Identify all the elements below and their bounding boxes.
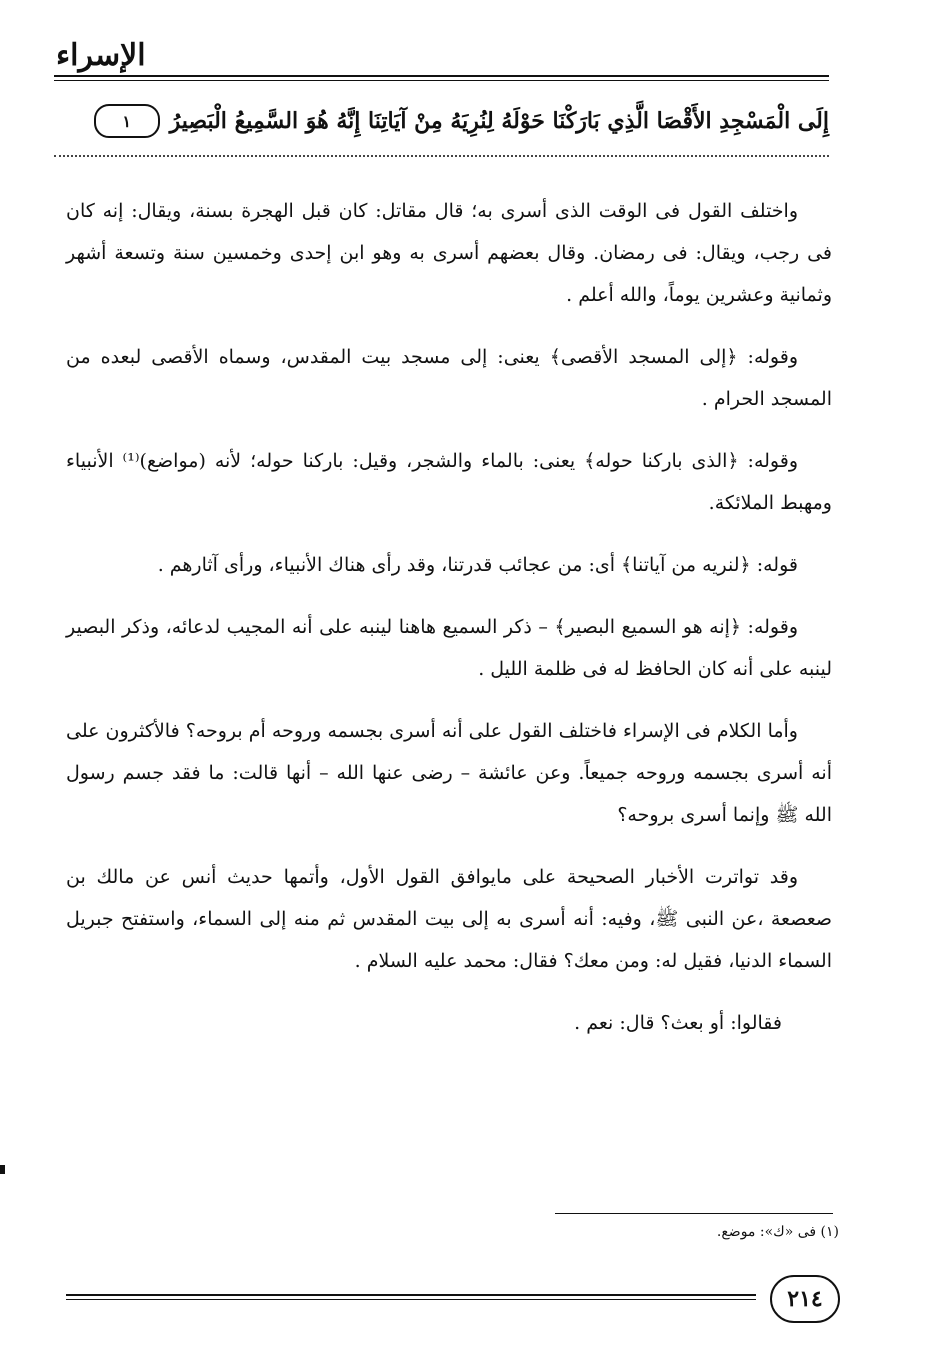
footer-rule: [66, 1294, 756, 1300]
paragraph: وقوله: ﴿إلى المسجد الأقصى﴾ يعنى: إلى مسجد بيت المقدس، وسماه الأقصى لبعده من المسجد الحرام .: [66, 346, 832, 410]
header-rule: [54, 75, 829, 81]
paragraph: فقالوا: أو بعث؟ قال: نعم .: [574, 1012, 782, 1034]
commentary-body: [66, 190, 832, 1064]
paragraph: واختلف القول فى الوقت الذى أسرى به؛ قال مقاتل: كان قبل الهجرة بسنة، ويقال: إنه كان فى رجب، ويقال: فى رمضان. وقال بعضهم أسرى به وهو ابن إحدى وخمسين سنة وتسعة أشهر وثمانية وعشرين يوماً، والله أعلم .: [66, 200, 832, 306]
paragraph: قوله: ﴿لنريه من آياتنا﴾ أى: من عجائب قدرتنا، وقد رأى هناك الأنبياء، ورأى آثارهم .: [157, 554, 798, 576]
footnote-rule: [555, 1213, 833, 1214]
paragraph: وقوله: ﴿الذى باركنا حوله﴾ يعنى: بالماء والشجر، وقيل: باركنا حوله؛ لأنه (مواضع)⁽¹⁾ الأنبياء ومهبط الملائكة.: [66, 450, 832, 514]
paragraph: وقد تواترت الأخبار الصحيحة على مايوافق القول الأول، وأتمها حديث أنس عن مالك بن صعصعة ،عن النبى ﷺ، وفيه: أنه أسرى به إلى بيت المقدس ثم منه إلى السماء، واستفتح جبريل السماء الدنيا، فقيل له: ومن معك؟ فقال: محمد عليه السلام .: [66, 866, 832, 972]
page-number: ٢١٤: [770, 1275, 840, 1323]
verse-number-marker: ١: [94, 104, 160, 138]
paragraph: وقوله: ﴿إنه هو السميع البصير﴾ – ذكر السميع هاهنا لينبه على أنه المجيب لدعائه، وذكر البصير لينبه على أنه كان الحافظ له فى ظلمة الليل .: [66, 616, 832, 680]
verse-divider: [54, 155, 829, 157]
paragraph: وأما الكلام فى الإسراء فاختلف القول على أنه أسرى بجسمه وروحه أم بروحه؟ فالأكثرون على أنه أسرى بجسمه وروحه جميعاً. وعن عائشة – رضى عنها الله – أنها قالت: ما فقد جسم رسول الله ﷺ وإنما أسرى بروحه؟: [66, 720, 832, 826]
scan-edge-mark: [0, 1165, 5, 1174]
verse-header: [54, 94, 829, 148]
surah-title: الإسراء: [56, 38, 146, 73]
verse-text: إِلَى الْمَسْجِدِ الأَقْصَا الَّذِي بَارَكْنَا حَوْلَهُ لِنُرِيَهُ مِنْ آيَاتِنَا إِنَّهُ هُوَ السَّمِيعُ الْبَصِيرُ: [169, 108, 829, 134]
footnote: (١) فى «ك»: موضع.: [716, 1224, 839, 1240]
